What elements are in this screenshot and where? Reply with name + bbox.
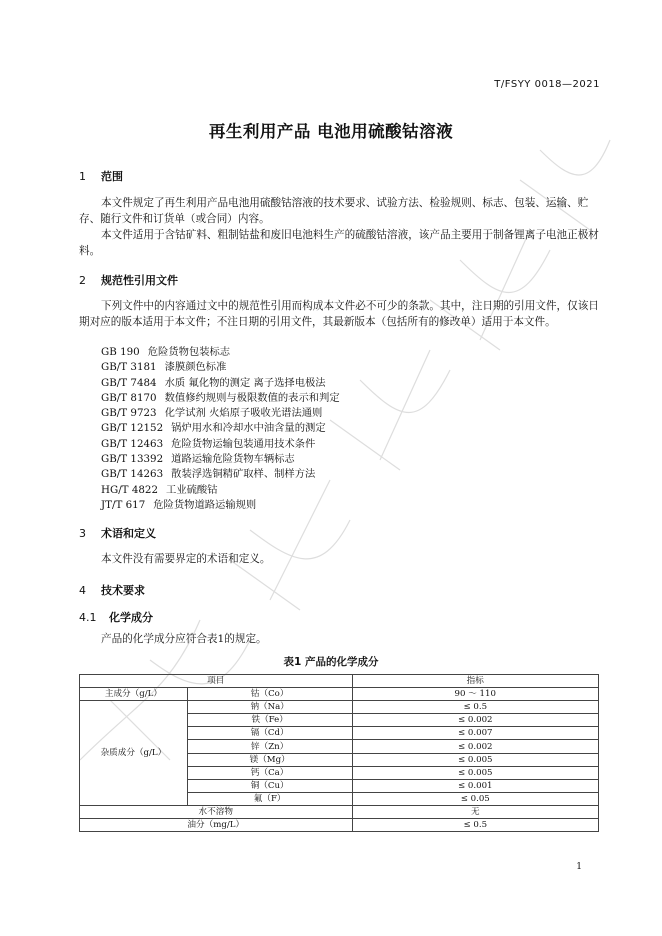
reference-name: 锅炉用水和冷却水中油含量的测定 [171, 422, 326, 435]
section-2-paragraph-1: 下列文件中的内容通过文中的规范性引用而构成本文件必不可少的条款。其中，注日期的引用文件，仅该日期对应的版本适用于本文件；不注日期的引用文件，其最新版本（包括所有的修改单）适用于本文件。 [79, 300, 599, 328]
value-cell: 90 ～ 110 [352, 688, 599, 701]
oil-label: 油分（mg/L） [80, 819, 353, 832]
reference-item [101, 421, 340, 436]
section-3-paragraph-1: 本文件没有需要界定的术语和定义。 [101, 553, 271, 565]
table-row [80, 805, 599, 818]
value-cell: ≤ 0.001 [352, 779, 599, 792]
section-number: 2 [79, 274, 86, 287]
document-title: 再生利用产品 电池用硫酸钴溶液 [208, 122, 454, 141]
value-cell: ≤ 0.005 [352, 766, 599, 779]
standard-number: T/FSYY 0018—2021 [494, 79, 600, 90]
element-cell: 锌（Zn） [187, 740, 352, 753]
reference-code: GB/T 3181 [101, 361, 157, 374]
reference-name: 危险货物包装标志 [147, 346, 231, 358]
reference-name: 水质 氟化物的测定 离子选择电极法 [164, 376, 326, 389]
table-row [80, 701, 599, 714]
reference-item [101, 483, 340, 498]
section-title: 术语和定义 [101, 527, 156, 540]
section-title: 化学成分 [109, 611, 153, 624]
reference-name: 漆膜颜色标准 [164, 361, 227, 374]
reference-code: JT/T 617 [101, 498, 146, 511]
element-cell: 氟（F） [187, 792, 352, 805]
section-3-heading [79, 525, 156, 541]
section-title: 技术要求 [101, 584, 145, 597]
reference-item [101, 345, 340, 360]
value-cell: ≤ 0.5 [352, 819, 599, 832]
table-header-item: 项目 [80, 675, 353, 688]
reference-code: GB/T 13392 [101, 453, 164, 466]
reference-name: 散装浮选铜精矿取样、制样方法 [171, 468, 316, 481]
section-2-heading [79, 272, 178, 288]
reference-name: 数值修约规则与极限数值的表示和判定 [164, 391, 340, 404]
section-4-heading [79, 582, 145, 598]
table-header-row [80, 675, 599, 688]
reference-name: 工业硫酸钴 [166, 483, 218, 496]
reference-name: 危险货物道路运输规则 [153, 498, 257, 511]
reference-code: GB/T 7484 [101, 376, 157, 389]
reference-name: 危险货物运输包装通用技术条件 [171, 437, 316, 450]
value-cell: ≤ 0.005 [352, 753, 599, 766]
normative-reference-list [101, 345, 340, 513]
main-component-label: 主成分（g/L） [80, 688, 188, 701]
section-1-heading [79, 168, 123, 184]
reference-name: 道路运输危险货物车辆标志 [171, 453, 295, 466]
element-cell: 铜（Cu） [187, 779, 352, 792]
reference-code: GB 190 [101, 346, 140, 358]
value-cell: ≤ 0.007 [352, 727, 599, 740]
reference-item [101, 498, 340, 513]
insoluble-label: 水不溶物 [80, 805, 353, 818]
section-title: 范围 [101, 170, 123, 183]
value-cell: ≤ 0.002 [352, 714, 599, 727]
value-cell: ≤ 0.002 [352, 740, 599, 753]
table-row [80, 819, 599, 832]
reference-item [101, 467, 340, 482]
element-cell: 镁（Mg） [187, 753, 352, 766]
reference-item [101, 437, 340, 452]
element-cell: 铁（Fe） [187, 714, 352, 727]
section-number: 4 [79, 584, 86, 597]
reference-code: GB/T 14263 [101, 468, 164, 481]
reference-code: GB/T 12463 [101, 437, 164, 450]
section-1-paragraph-1: 本文件规定了再生利用产品电池用硫酸钴溶液的技术要求、试验方法、检验规则、标志、包装、运输、贮存、随行文件和订货单（或合同）内容。 [79, 197, 589, 225]
reference-code: GB/T 12152 [101, 422, 164, 435]
section-title: 规范性引用文件 [101, 274, 178, 287]
reference-item [101, 452, 340, 467]
element-cell: 镉（Cd） [187, 727, 352, 740]
reference-code: HG/T 4822 [101, 483, 159, 496]
reference-code: GB/T 8170 [101, 391, 157, 404]
table-header-index: 指标 [352, 675, 599, 688]
table-row [80, 688, 599, 701]
section-number: 1 [79, 170, 86, 183]
reference-item [101, 376, 340, 391]
value-cell: ≤ 0.05 [352, 792, 599, 805]
subsection-4-1-heading [79, 609, 153, 625]
reference-item [101, 391, 340, 406]
element-cell: 钠（Na） [187, 701, 352, 714]
section-number: 3 [79, 527, 86, 540]
reference-code: GB/T 9723 [101, 407, 157, 420]
element-cell: 钴（Co） [187, 688, 352, 701]
impurity-label: 杂质成分（g/L） [80, 701, 188, 806]
section-1-paragraph-2: 本文件适用于含钴矿料、粗制钴盐和废旧电池料生产的硫酸钴溶液，该产品主要用于制备锂离子电池正极材料。 [79, 229, 599, 257]
value-cell: 无 [352, 805, 599, 818]
reference-item [101, 406, 340, 421]
table-caption: 表1 产品的化学成分 [283, 656, 379, 668]
page-number: 1 [576, 862, 582, 872]
reference-name: 化学试剂 火焰原子吸收光谱法通则 [164, 407, 323, 420]
section-number: 4.1 [79, 611, 97, 624]
reference-item [101, 360, 340, 375]
subsection-4-1-paragraph-1: 产品的化学成分应符合表1的规定。 [101, 633, 267, 645]
chemical-composition-table [79, 674, 599, 832]
element-cell: 钙（Ca） [187, 766, 352, 779]
value-cell: ≤ 0.5 [352, 701, 599, 714]
